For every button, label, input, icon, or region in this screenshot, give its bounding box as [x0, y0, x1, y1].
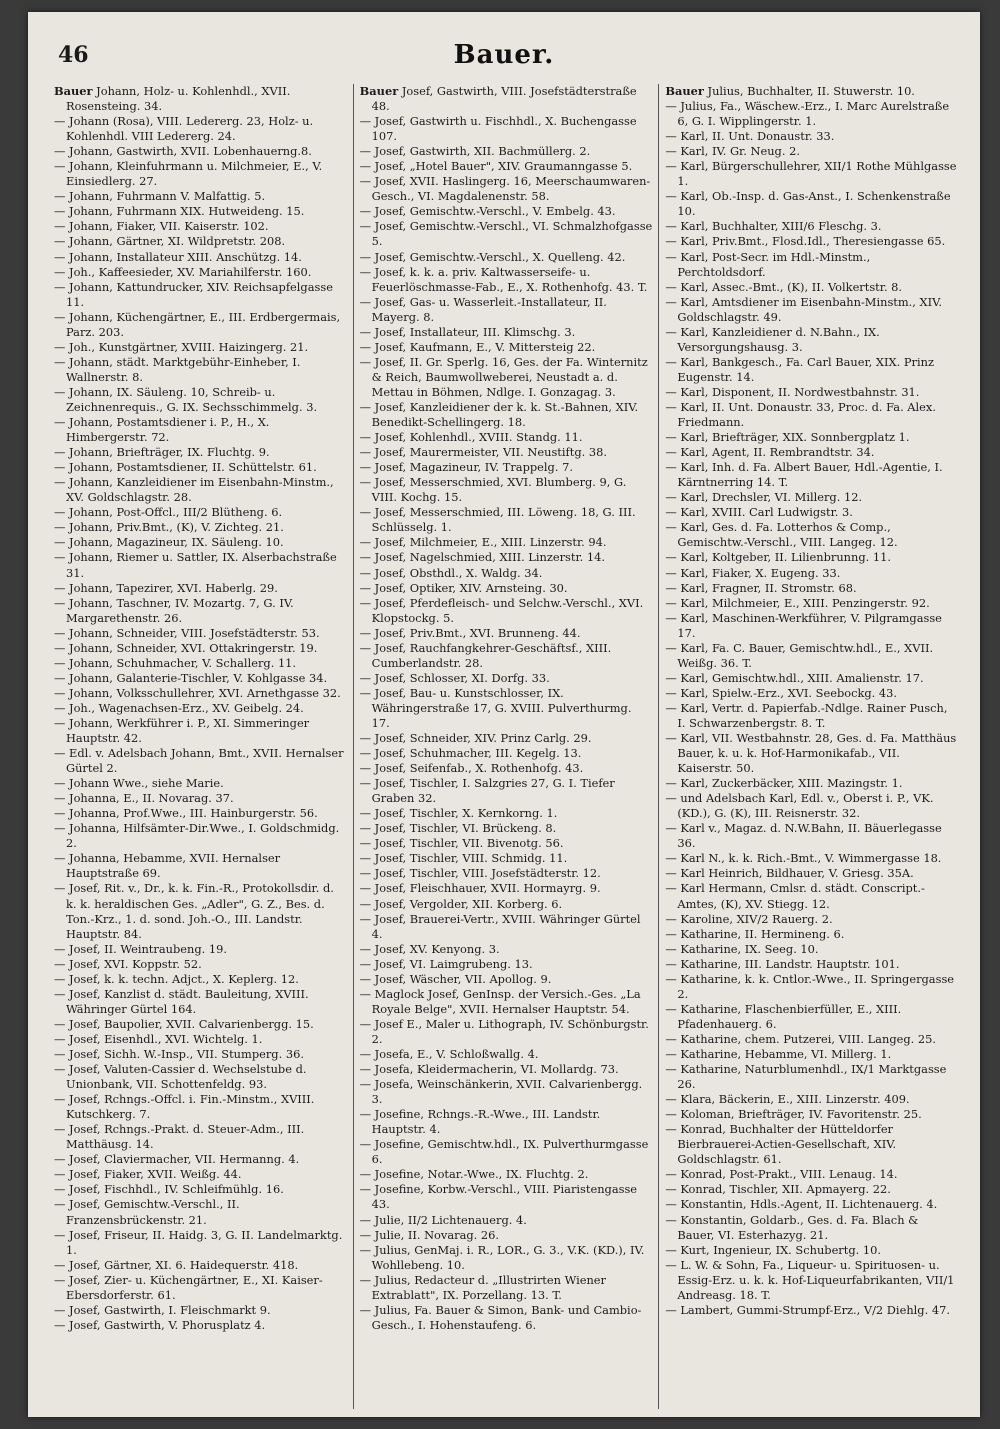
directory-entry: — Josefine, Notar.-Wwe., IX. Fluchtg. 2.	[359, 1167, 589, 1182]
directory-entry: — Johann, Fiaker, VII. Kaiserstr. 102.	[54, 219, 269, 234]
directory-entry: — Johann, Magazineur, IX. Säuleng. 10.	[54, 535, 284, 550]
directory-entry: — Joh., Kunstgärtner, XVIII. Haizingerg. 21.	[54, 339, 309, 354]
directory-entry: — Josef E., Maler u. Lithograph, IV. Schönburgstr. 2.	[359, 1016, 649, 1046]
directory-entry: — Josef, Priv.Bmt., XVI. Brunneng. 44.	[359, 625, 581, 640]
directory-entry: — Johann, Postamtsdiener, II. Schüttelstr. 61.	[54, 460, 317, 475]
directory-entry: — Josef, XVI. Koppstr. 52.	[54, 956, 202, 971]
directory-entry: — Karl, Fragner, II. Stromstr. 68.	[665, 580, 857, 595]
directory-entry: — Karl, Assec.-Bmt., (K), II. Volkertstr. 8.	[665, 279, 903, 294]
directory-entry: — Josef, Gastwirth, I. Fleischmarkt 9.	[54, 1302, 271, 1317]
directory-entry: — Johann, Kanzleidiener im Eisenbahn-Minstm., XV. Goldschlagstr. 28.	[54, 475, 334, 505]
directory-entry: — Karl, II. Unt. Donaustr. 33, Proc. d. Fa. Alex. Friedmann.	[665, 399, 936, 430]
directory-entry: — Karl N., k. k. Rich.-Bmt., V. Wimmergasse 18.	[665, 851, 942, 866]
directory-entry: — Josefa, Kleidermacherin, VI. Mollardg. 73.	[359, 1062, 619, 1077]
directory-entry: — Josef, Gastwirth, V. Phorusplatz 4.	[54, 1317, 266, 1332]
directory-entry: — Karl, Ges. d. Fa. Lotterhos & Comp., Gemischtw.-Verschl., VIII. Langeg. 12.	[665, 520, 898, 550]
directory-entry: — Karl, Bankgesch., Fa. Carl Bauer, XIX. Prinz Eugenstr. 14.	[665, 354, 934, 384]
directory-entry: — und Adelsbach Karl, Edl. v., Oberst i. P., VK. (KD.), G. (K), III. Reisnerstr. 32.	[665, 791, 934, 821]
directory-entry: — Katharine, Naturblumenhdl., IX/1 Marktgasse 26.	[665, 1062, 947, 1092]
directory-page	[28, 12, 980, 1417]
directory-entry: — Karl, Fiaker, X. Eugeng. 33.	[665, 565, 841, 580]
directory-entry: — Karl, XVIII. Carl Ludwigstr. 3.	[665, 505, 853, 520]
directory-entry: — Josef, Kohlenhdl., XVIII. Standg. 11.	[359, 430, 583, 445]
directory-entry: — Johanna, Prof.Wwe., III. Hainburgerstr. 56.	[54, 806, 318, 821]
directory-entry: — Karl, Zuckerbäcker, XIII. Mazingstr. 1.	[665, 776, 903, 791]
directory-entry: — Josef, Gemischtw.-Verschl., X. Quelleng. 42.	[359, 249, 626, 264]
directory-entry: — Josef, Brauerei-Vertr., XVIII. Währinger Gürtel 4.	[359, 911, 641, 941]
directory-entry: — Johann, Postamtsdiener i. P., H., X. Himbergerstr. 72.	[54, 415, 270, 445]
directory-entry: Bauer Johann, Holz- u. Kohlenhdl., XVII. Rosensteing. 34.	[54, 84, 291, 114]
directory-entry: — Karl, Amtsdiener im Eisenbahn-Minstm., XIV. Goldschlagstr. 49.	[665, 294, 942, 324]
directory-entry: — Johann, Volksschullehrer, XVI. Arnethgasse 32.	[54, 685, 341, 700]
directory-entry: — Karl, Bürgerschullehrer, XII/1 Rothe Mühlgasse 1.	[665, 159, 957, 189]
directory-entry: — Josef, Valuten-Cassier d. Wechselstube d. Unionbank, VII. Schottenfeldg. 93.	[54, 1062, 307, 1092]
directory-entry: — Koloman, Briefträger, IV. Favoritenstr. 25.	[665, 1107, 922, 1122]
directory-entry: — Josef, Kanzleidiener der k. k. St.-Bahnen, XIV. Benedikt-Schellingerg. 18.	[359, 399, 639, 430]
directory-entry: — Josef, Maurermeister, VII. Neustiftg. 38.	[359, 445, 607, 460]
directory-entry: — Josef, Claviermacher, VII. Hermanng. 4.	[54, 1152, 300, 1167]
running-head: Bauer.	[453, 40, 555, 70]
directory-entry: — Karl, Disponent, II. Nordwestbahnstr. 31.	[665, 384, 920, 399]
directory-entry: — Katharine, Flaschenbierfüller, E., XIII. Pfadenhauerg. 6.	[665, 1001, 902, 1031]
directory-entry: — Josef, Kaufmann, E., V. Mittersteig 22.	[359, 339, 596, 354]
directory-entry: — Josef, Bau- u. Kunstschlosser, IX. Währingerstraße 17, G. XVIII. Pulverthurmg. 17.	[359, 685, 632, 730]
directory-entry: — Josef, Kanzlist d. städt. Bauleitung, XVIII. Währinger Gürtel 164.	[54, 986, 309, 1016]
directory-entry: — Josef, Milchmeier, E., XIII. Linzerstr. 94.	[359, 535, 607, 550]
directory-entry: — Josefine, Korbw.-Verschl., VIII. Piaristengasse 43.	[359, 1182, 638, 1212]
directory-entry: — Josef, Gemischtw.-Verschl., VI. Schmalzhofgasse 5.	[359, 219, 653, 249]
column-middle	[353, 84, 659, 1409]
directory-entry: — Josef, Fiaker, XVII. Weißg. 44.	[54, 1167, 242, 1182]
directory-entry: — Josef, Seifenfab., X. Rothenhofg. 43.	[359, 761, 584, 776]
directory-entry: — Josef, Nagelschmied, XIII. Linzerstr. 14.	[359, 550, 606, 565]
directory-entry: — Johann, Post-Offcl., III/2 Blütheng. 6.	[54, 505, 283, 520]
directory-entry: — Karl, Koltgeber, II. Lilienbrunng. 11.	[665, 550, 891, 565]
directory-entry: — Josef, Messerschmied, XVI. Blumberg. 9, G. VIII. Kochg. 15.	[359, 475, 627, 505]
directory-entry: — Katharine, chem. Putzerei, VIII. Langeg. 25.	[665, 1031, 936, 1046]
directory-entry: — Johann, Fuhrmann V. Malfattig. 5.	[54, 189, 266, 204]
directory-entry: — Josef, Gastwirth u. Fischhdl., X. Buchengasse 107.	[359, 114, 637, 144]
directory-entry: — Johann, Schuhmacher, V. Schallerg. 11.	[54, 655, 297, 670]
column-right	[658, 84, 964, 1409]
directory-entry: — Josef, Optiker, XIV. Arnsteing. 30.	[359, 580, 568, 595]
directory-entry: — Karl, Spielw.-Erz., XVI. Seebockg. 43.	[665, 685, 898, 700]
directory-entry: — Josef, „Hotel Bauer", XIV. Graumanngasse 5.	[359, 159, 633, 174]
directory-entry: — Josef, Tischler, VI. Brückeng. 8.	[359, 821, 557, 836]
directory-entry: — Karl, VII. Westbahnstr. 28, Ges. d. Fa. Matthäus Bauer, k. u. k. Hof-Harmonikafab., VII. Kaiserstr. 50.	[665, 731, 957, 776]
directory-entry: — Josef, Fleischhauer, XVII. Hormayrg. 9.	[359, 881, 601, 896]
directory-entry: — Josefa, Weinschänkerin, XVII. Calvarienbergg. 3.	[359, 1077, 643, 1107]
directory-entry: — Josef, Gastwirth, XII. Bachmüllerg. 2.	[359, 144, 591, 159]
directory-entry: — Josef, Tischler, I. Salzgries 27, G. I. Tiefer Graben 32.	[359, 776, 615, 806]
directory-entry: — Edl. v. Adelsbach Johann, Bmt., XVII. Hernalser Gürtel 2.	[54, 746, 344, 776]
directory-entry: — Johanna, Hebamme, XVII. Hernalser Hauptstraße 69.	[54, 851, 281, 881]
directory-entry: — Julius, Redacteur d. „Illustrirten Wiener Extrablatt", IX. Porzellang. 13. T.	[359, 1272, 606, 1302]
directory-entry: — Karl Heinrich, Bildhauer, V. Griesg. 35A.	[665, 866, 914, 881]
directory-entry: — Karl, Ob.-Insp. d. Gas-Anst., I. Schenkenstraße 10.	[665, 189, 951, 219]
directory-entry: — Johann, Schneider, XVI. Ottakringerstr. 19.	[54, 640, 318, 655]
directory-entry: — Julius, Fa., Wäschew.-Erz., I. Marc Aurelstraße 6, G. I. Wipplingerstr. 1.	[665, 99, 950, 129]
directory-entry: — Julie, II/2 Lichtenauerg. 4.	[359, 1212, 527, 1227]
directory-entry: — Johann, Briefträger, IX. Fluchtg. 9.	[54, 445, 270, 460]
directory-entry: Bauer Josef, Gastwirth, VIII. Josefstädterstraße 48.	[359, 84, 637, 114]
directory-entry: — Johann, Installateur XIII. Anschützg. 14.	[54, 249, 302, 264]
directory-entry: — Josef, II. Weintraubeng. 19.	[54, 941, 227, 956]
directory-entry: — Karl, Fa. C. Bauer, Gemischtw.hdl., E., XVII. Weißg. 36. T.	[665, 640, 934, 670]
directory-entry: — Katharine, Hebamme, VI. Millerg. 1.	[665, 1047, 892, 1061]
directory-entry: — Josef, Rauchfangkehrer-Geschäftsf., XIII. Cumberlandstr. 28.	[359, 640, 612, 670]
directory-entry: — Karl Hermann, Cmlsr. d. städt. Conscript.-Amtes, (K), XV. Stiegg. 12.	[665, 881, 925, 911]
directory-entry: — Josef, Gemischtw.-Verschl., II. Franzensbrückenstr. 21.	[54, 1197, 240, 1227]
directory-entry: — Konrad, Tischler, XII. Apmayerg. 22.	[665, 1182, 891, 1197]
directory-entry: — Josef, Rit. v., Dr., k. k. Fin.-R., Protokollsdir. d. k. k. heraldischen Ges. „Adler", G. Z., Bes. d. Ton.-Krz., 1. d. sond. Joh.-O., III. Landstr. Hauptstr. 84.	[54, 881, 334, 941]
directory-entry: — Konrad, Buchhalter der Hütteldorfer Bierbrauerei-Actien-Gesellschaft, XIV. Goldschlagstr. 61.	[665, 1122, 897, 1167]
directory-entry: — Joh., Wagenachsen-Erz., XV. Geibelg. 24.	[54, 700, 304, 715]
directory-entry: — Josef, Vergolder, XII. Korberg. 6.	[359, 896, 563, 911]
directory-entry: — Josef, VI. Laimgrubeng. 13.	[359, 956, 533, 971]
directory-entry: — Johann, Galanterie-Tischler, V. Kohlgasse 34.	[54, 670, 328, 685]
directory-entry: — Katharine, k. k. Cntlor.-Wwe., II. Springergasse 2.	[665, 971, 955, 1001]
directory-entry: — Julius, GenMaj. i. R., LOR., G. 3., V.K. (KD.), IV. Wohllebeng. 10.	[359, 1242, 645, 1272]
directory-entry: — Josefine, Gemischtw.hdl., IX. Pulverthurmgasse 6.	[359, 1137, 649, 1167]
directory-entry: — Johann, Riemer u. Sattler, IX. Alserbachstraße 31.	[54, 550, 337, 580]
directory-entry: — Johann, Tapezirer, XVI. Haberlg. 29.	[54, 580, 278, 595]
directory-entry: — Josef, Schlosser, XI. Dorfg. 33.	[359, 670, 550, 685]
directory-entry: — Josef, Installateur, III. Klimschg. 3.	[359, 324, 576, 339]
directory-entry: — Josef, Pferdefleisch- und Selchw.-Verschl., XVI. Klopstockg. 5.	[359, 595, 644, 625]
directory-entry: — Josef, Schuhmacher, III. Kegelg. 13.	[359, 746, 582, 761]
directory-entry: — Josef, Sichh. W.-Insp., VII. Stumperg. 36.	[54, 1047, 304, 1061]
directory-entry: — Klara, Bäckerin, E., XIII. Linzerstr. 409.	[665, 1092, 910, 1107]
directory-entry: — Josefine, Rchngs.-R.-Wwe., III. Landstr. Hauptstr. 4.	[359, 1107, 601, 1137]
directory-entry: — Karl, Inh. d. Fa. Albert Bauer, Hdl.-Agentie, I. Kärntnerring 14. T.	[665, 460, 943, 490]
directory-entry: — Josef, Eisenhdl., XVI. Wichtelg. 1.	[54, 1031, 263, 1046]
directory-entry: — Karl v., Magaz. d. N.W.Bahn, II. Bäuerlegasse 36.	[665, 821, 942, 851]
directory-entry: — Josef, Rchngs.-Offcl. i. Fin.-Minstm., XVIII. Kutschkerg. 7.	[54, 1092, 315, 1122]
directory-entry: — Josef, XV. Kenyong. 3.	[359, 941, 500, 956]
directory-entry: — Karl, Milchmeier, E., XIII. Penzingerstr. 92.	[665, 595, 930, 610]
directory-entry: — Johann (Rosa), VIII. Ledererg. 23, Holz- u. Kohlenhdl. VIII Ledererg. 24.	[54, 114, 314, 144]
directory-entry: — Josef, Gärtner, XI. 6. Haidequerstr. 418.	[54, 1257, 299, 1272]
directory-entry: — Katharine, II. Hermineng. 6.	[665, 926, 845, 941]
directory-entry: — Johanna, E., II. Novarag. 37.	[54, 791, 234, 806]
directory-entry: — Johann, Kleinfuhrmann u. Milchmeier, E., V. Einsiedlerg. 27.	[54, 159, 323, 189]
directory-entry: — Karl, Priv.Bmt., Flosd.Idl., Theresiengasse 65.	[665, 234, 946, 249]
directory-entry: — Josef, Rchngs.-Prakt. d. Steuer-Adm., III. Matthäusg. 14.	[54, 1122, 305, 1152]
directory-entry: — Karl, Kanzleidiener d. N.Bahn., IX. Versorgungshausg. 3.	[665, 324, 880, 354]
directory-entry: — Johann Wwe., siehe Marie.	[54, 776, 224, 791]
directory-entry: — L. W. & Sohn, Fa., Liqueur- u. Spirituosen- u. Essig-Erz. u. k. k. Hof-Liqueurfabrikanten, VII/1 Andreasg. 18. T.	[665, 1257, 955, 1302]
directory-entry: — Karl, IV. Gr. Neug. 2.	[665, 144, 800, 159]
directory-entry: — Karl, Buchhalter, XIII/6 Fleschg. 3.	[665, 219, 882, 234]
directory-entry: — Josef, Messerschmied, III. Löweng. 18, G. III. Schlüsselg. 1.	[359, 505, 636, 535]
directory-entry: — Josef, Tischler, X. Kernkorng. 1.	[359, 806, 558, 821]
directory-entry: — Josef, Tischler, VIII. Schmidg. 11.	[359, 851, 568, 866]
directory-entry: — Julius, Fa. Bauer & Simon, Bank- und Cambio-Gesch., I. Hohenstaufeng. 6.	[359, 1302, 642, 1332]
directory-entry: — Lambert, Gummi-Strumpf-Erz., V/2 Diehlg. 47.	[665, 1302, 950, 1317]
directory-entry: — Josef, XVII. Haslingerg. 16, Meerschaumwaren-Gesch., VI. Magdalenenstr. 58.	[359, 174, 651, 204]
directory-entry: — Konrad, Post-Prakt., VIII. Lenaug. 14.	[665, 1167, 898, 1182]
directory-entry: — Karl, II. Unt. Donaustr. 33.	[665, 129, 835, 144]
directory-entry: — Josef, k. k. techn. Adjct., X. Keplerg. 12.	[54, 971, 299, 986]
directory-entry: — Johann, Gärtner, XI. Wildpretstr. 208.	[54, 234, 286, 249]
directory-entry: — Johann, Küchengärtner, E., III. Erdbergermais, Parz. 203.	[54, 309, 341, 339]
directory-entry: — Maglock Josef, GenInsp. der Versich.-Ges. „La Royale Belge", XVII. Hernalser Hauptstr. 54.	[359, 986, 641, 1016]
directory-entry: — Josef, Zier- u. Küchengärtner, E., XI. Kaiser-Ebersdorferstr. 61.	[54, 1272, 323, 1302]
directory-entry: — Kurt, Ingenieur, IX. Schubertg. 10.	[665, 1242, 881, 1257]
directory-entry: — Johann, Schneider, VIII. Josefstädterstr. 53.	[54, 625, 320, 640]
directory-entry: Bauer Julius, Buchhalter, II. Stuwerstr. 10.	[665, 84, 915, 98]
directory-entry: — Josef, II. Gr. Sperlg. 16, Ges. der Fa. Winternitz & Reich, Baumwollweberei, Neustadt a. d. Mettau in Böhmen, Ndlge. I. Gonzagag. 3.	[359, 354, 648, 399]
directory-entry: — Konstantin, Goldarb., Ges. d. Fa. Blach & Bauer, VI. Esterhazyg. 21.	[665, 1212, 919, 1242]
directory-entry: — Karl, Drechsler, VI. Millerg. 12.	[665, 490, 863, 505]
directory-entry: — Johann, Kattundrucker, XIV. Reichsapfelgasse 11.	[54, 279, 333, 309]
directory-entry: — Josef, k. k. a. priv. Kaltwasserseife- u. Feuerlöschmasse-Fab., E., X. Rothenhofg. 43. T.	[359, 264, 648, 294]
directory-columns	[54, 84, 964, 1409]
page-number: 46	[58, 42, 89, 68]
directory-entry: — Johann, Werkführer i. P., XI. Simmeringer Hauptstr. 42.	[54, 715, 310, 746]
directory-entry: — Julie, II. Novarag. 26.	[359, 1227, 500, 1242]
directory-entry: — Johann, Priv.Bmt., (K), V. Zichteg. 21.	[54, 520, 284, 535]
directory-entry: — Karl, Post-Secr. im Hdl.-Minstm., Perchtoldsdorf.	[665, 249, 871, 279]
directory-entry: — Katharine, III. Landstr. Hauptstr. 101.	[665, 956, 900, 971]
directory-entry: — Johann, IX. Säuleng. 10, Schreib- u. Zeichnenrequis., G. IX. Sechsschimmelg. 3.	[54, 384, 318, 414]
directory-entry: — Josef, Wäscher, VII. Apollog. 9.	[359, 971, 552, 986]
directory-entry: — Josef, Gemischtw.-Verschl., V. Embelg. 43.	[359, 204, 616, 219]
directory-entry: — Johann, Gastwirth, XVII. Lobenhauerng.8.	[54, 144, 312, 159]
directory-entry: — Johann, städt. Marktgebühr-Einheber, I. Wallnerstr. 8.	[54, 354, 301, 384]
directory-entry: — Johanna, Hilfsämter-Dir.Wwe., I. Goldschmidg. 2.	[54, 821, 340, 851]
directory-entry: — Josef, Schneider, XIV. Prinz Carlg. 29.	[359, 731, 592, 746]
directory-entry: — Johann, Fuhrmann XIX. Hutweideng. 15.	[54, 204, 305, 219]
directory-entry: — Josef, Baupolier, XVII. Calvarienbergg. 15.	[54, 1016, 314, 1031]
directory-entry: — Josef, Tischler, VII. Bivenotg. 56.	[359, 836, 564, 851]
directory-entry: — Josefa, E., V. Schloßwallg. 4.	[359, 1047, 539, 1061]
directory-entry: — Johann, Taschner, IV. Mozartg. 7, G. IV. Margarethenstr. 26.	[54, 595, 294, 625]
directory-entry: — Karl, Briefträger, XIX. Sonnbergplatz 1.	[665, 430, 910, 445]
directory-entry: — Karl, Gemischtw.hdl., XIII. Amalienstr. 17.	[665, 670, 924, 685]
directory-entry: — Joh., Kaffeesieder, XV. Mariahilferstr. 160.	[54, 264, 312, 279]
directory-entry: — Josef, Friseur, II. Haidg. 3, G. II. Landelmarktg. 1.	[54, 1227, 343, 1257]
directory-entry: — Josef, Magazineur, IV. Trappelg. 7.	[359, 460, 573, 475]
directory-entry: — Karl, Agent, II. Rembrandtstr. 34.	[665, 445, 875, 460]
directory-entry: — Karl, Vertr. d. Papierfab.-Ndlge. Rainer Pusch, I. Schwarzenbergstr. 8. T.	[665, 700, 948, 730]
directory-entry: — Josef, Tischler, VIII. Josefstädterstr. 12.	[359, 866, 601, 881]
column-left	[54, 84, 353, 1409]
directory-entry: — Katharine, IX. Seeg. 10.	[665, 941, 819, 956]
directory-entry: — Karoline, XIV/2 Rauerg. 2.	[665, 911, 833, 926]
directory-entry: — Josef, Gas- u. Wasserleit.-Installateur, II. Mayerg. 8.	[359, 294, 607, 324]
directory-entry: — Josef, Fischhdl., IV. Schleifmühlg. 16.	[54, 1182, 284, 1197]
directory-entry: — Josef, Obsthdl., X. Waldg. 34.	[359, 565, 543, 580]
directory-entry: — Karl, Maschinen-Werkführer, V. Pilgramgasse 17.	[665, 610, 942, 640]
directory-entry: — Konstantin, Hdls.-Agent, II. Lichtenauerg. 4.	[665, 1197, 938, 1212]
